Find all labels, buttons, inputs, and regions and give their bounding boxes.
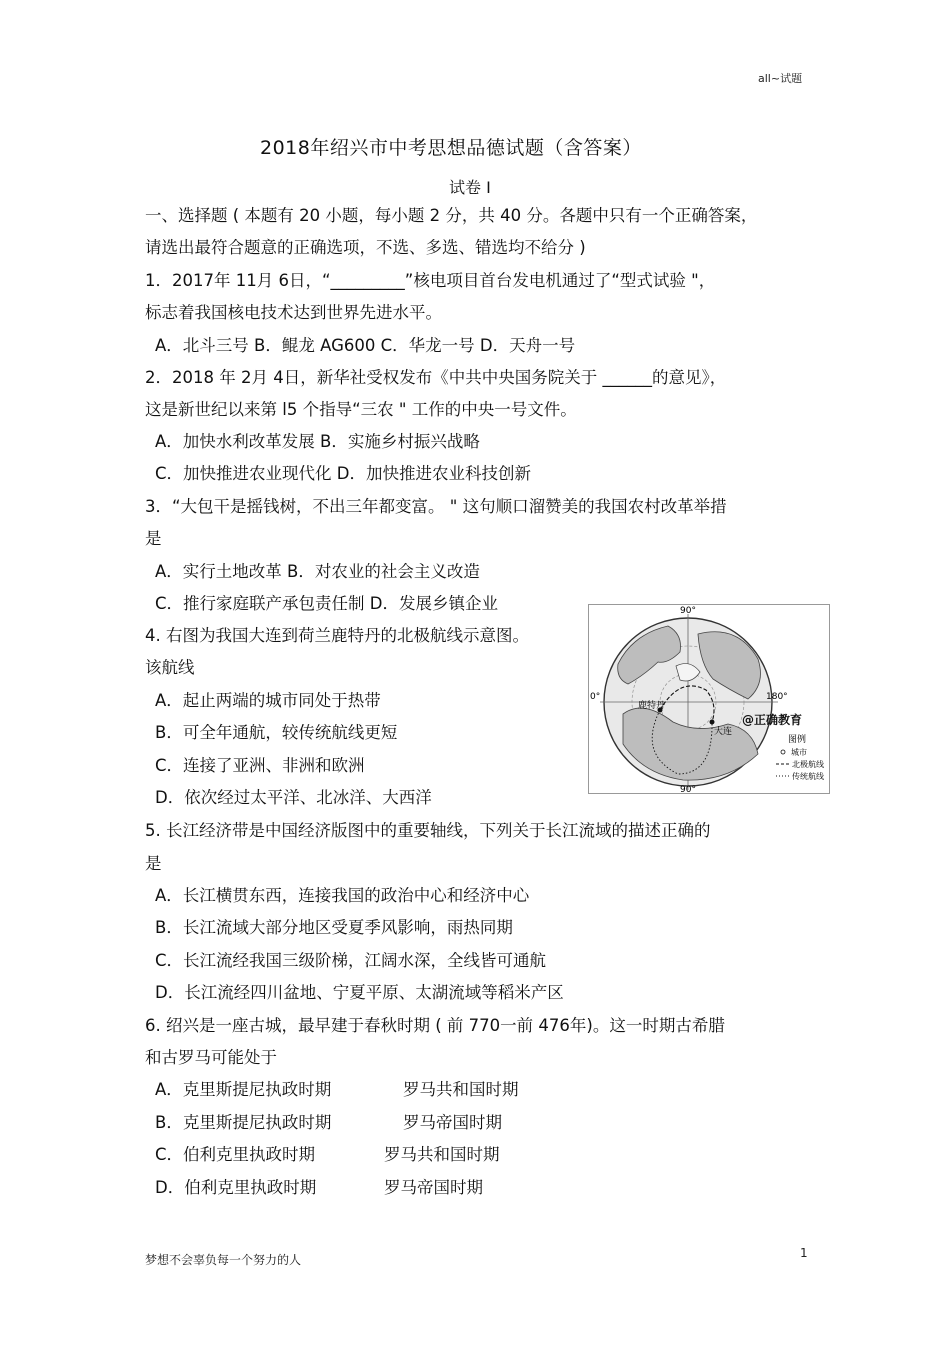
city-label-dalian: 大连 <box>714 727 733 737</box>
q6-option-d-part1: D．伯利克里执政时期 <box>155 1178 317 1197</box>
q2-options-cd: C．加快推进农业现代化 D．加快推进农业科技创新 <box>155 464 531 483</box>
q5-option-c: C．长江流经我国三级阶梯，江阔水深，全线皆可通航 <box>155 951 547 970</box>
q4-option-c: C．连接了亚洲、非洲和欧洲 <box>155 756 365 775</box>
q4-option-b: B．可全年通航，较传统航线更短 <box>155 723 398 742</box>
q3-options-cd: C．推行家庭联产承包责任制 D．发展乡镇企业 <box>155 594 498 613</box>
q6-option-b-part2: 罗马帝国时期 <box>403 1113 502 1132</box>
arctic-route-map <box>588 604 830 794</box>
q6-stem-line1: 6. 绍兴是一座古城，最早建于春秋时期 ( 前 770一前 476年)。这一时期古希腊 <box>145 1016 725 1035</box>
q5-stem-line2: 是 <box>145 854 162 873</box>
city-label-rotterdam: 鹿特丹 <box>638 701 666 711</box>
map-label-bottom: 90° <box>680 785 696 794</box>
q1-stem-line1: 1．2017年 11月 6日，“_________”核电项目首台发电机通过了“型式试验 "， <box>145 271 716 290</box>
section-instruction-line1: 一、选择题 ( 本题有 20 小题，每小题 2 分，共 40 分。各题中只有一个正确答案， <box>145 206 758 225</box>
q6-stem-line2: 和古罗马可能处于 <box>145 1048 277 1067</box>
q1-stem-line2: 标志着我国核电技术达到世界先进水平。 <box>145 303 442 322</box>
page-number: 1 <box>800 1246 808 1260</box>
q6-option-d-part2: 罗马帝国时期 <box>384 1178 483 1197</box>
watermark-text: @正确教育 <box>742 713 803 727</box>
q3-options-ab: A．实行土地改革 B．对农业的社会主义改造 <box>155 562 480 581</box>
q3-stem-line2: 是 <box>145 529 162 548</box>
page-title: 2018年绍兴市中考思想品德试题（含答案） <box>260 137 642 159</box>
q5-option-b: B．长江流域大部分地区受夏季风影响，雨热同期 <box>155 918 513 937</box>
q4-stem-line1: 4. 右图为我国大连到荷兰鹿特丹的北极航线示意图。 <box>145 626 529 645</box>
legend-title: 图例 <box>788 735 807 745</box>
q6-option-c-part2: 罗马共和国时期 <box>384 1145 500 1164</box>
q4-option-d: D．依次经过太平洋、北冰洋、大西洋 <box>155 788 432 807</box>
map-label-right: 180° <box>766 692 788 702</box>
map-label-left: 0° <box>590 692 601 702</box>
legend-arctic-label: 北极航线 <box>792 760 824 769</box>
q6-option-b-part1: B．克里斯提尼执政时期 <box>155 1113 332 1132</box>
q6-option-c-part1: C．伯利克里执政时期 <box>155 1145 316 1164</box>
q3-stem-line1: 3．“大包干是摇钱树，不出三年都变富。 " 这句顺口溜赞美的我国农村改革举措 <box>145 497 727 516</box>
footer-motto: 梦想不会辜负每一个努力的人 <box>145 1253 302 1267</box>
q4-option-a: A．起止两端的城市同处于热带 <box>155 691 381 710</box>
city-marker-dalian <box>710 720 715 725</box>
map-label-top: 90° <box>680 606 696 616</box>
q6-option-a-part2: 罗马共和国时期 <box>403 1080 519 1099</box>
legend-city-label: 城市 <box>791 748 807 757</box>
legend-traditional-label: 传统航线 <box>792 772 824 781</box>
q2-options-ab: A．加快水利改革发展 B．实施乡村振兴战略 <box>155 432 480 451</box>
header-label: all~试题 <box>758 72 803 85</box>
q1-options: A．北斗三号 B．鲲龙 AG600 C．华龙一号 D．天舟一号 <box>155 336 576 355</box>
q5-stem-line1: 5. 长江经济带是中国经济版图中的重要轴线，下列关于长江流域的描述正确的 <box>145 821 711 840</box>
q2-stem-line1: 2．2018 年 2月 4日，新华社受权发布《中共中央国务院关于 ______的意见》， <box>145 368 727 387</box>
q2-stem-line2: 这是新世纪以来第 l5 个指导“三农 " 工作的中央一号文件。 <box>145 400 577 419</box>
q5-option-a: A．长江横贯东西，连接我国的政治中心和经济中心 <box>155 886 530 905</box>
q5-option-d: D．长江流经四川盆地、宁夏平原、太湖流域等稻米产区 <box>155 983 564 1002</box>
section-instruction-line2: 请选出最符合题意的正确选项，不选、多选、错选均不给分 ) <box>145 238 586 257</box>
q6-option-a-part1: A．克里斯提尼执政时期 <box>155 1080 332 1099</box>
paper-subtitle: 试卷 I <box>449 178 491 197</box>
q4-stem-line2: 该航线 <box>145 658 195 677</box>
